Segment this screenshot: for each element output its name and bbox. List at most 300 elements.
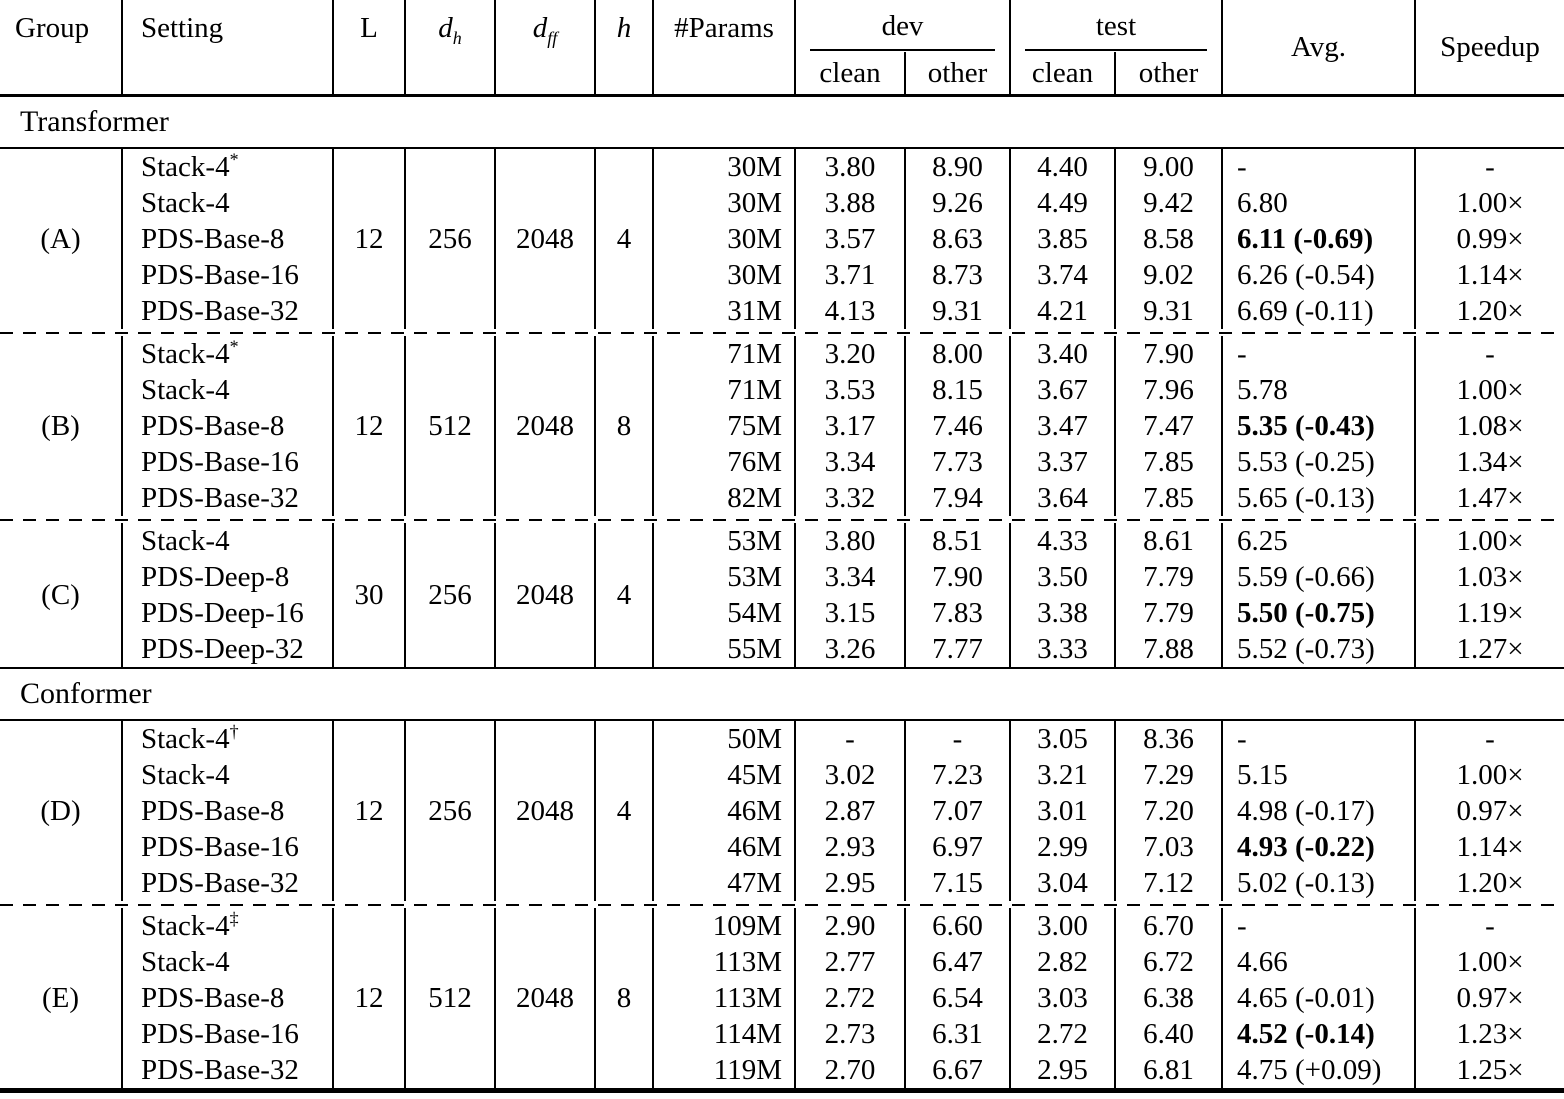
dev-other-cell: 6.67	[905, 1052, 1010, 1091]
test-other-cell: 9.00	[1115, 148, 1222, 185]
avg-cell: 4.93 (-0.22)	[1222, 829, 1415, 865]
setting-name: PDS-Base-8	[141, 794, 285, 827]
setting-name: PDS-Base-8	[141, 981, 285, 1014]
setting-cell	[122, 720, 333, 757]
dev-other-cell: 7.15	[905, 865, 1010, 901]
table-row	[0, 865, 1564, 901]
dev-other-cell: 7.94	[905, 480, 1010, 516]
dh-cell: 256	[405, 148, 495, 329]
group-label: (D)	[40, 794, 81, 827]
setting-cell	[122, 757, 333, 793]
avg-cell: 6.80	[1222, 185, 1415, 221]
dev-other-cell: 6.97	[905, 829, 1010, 865]
dev-clean-cell: 2.72	[795, 980, 905, 1016]
avg-cell: 4.98 (-0.17)	[1222, 793, 1415, 829]
avg-cell: -	[1222, 720, 1415, 757]
setting-cell	[122, 523, 333, 559]
table-row	[0, 908, 1564, 944]
test-other-cell: 7.85	[1115, 480, 1222, 516]
dev-other-cell: 6.47	[905, 944, 1010, 980]
setting-superscript: †	[229, 720, 239, 741]
section-title: Conformer	[0, 668, 1564, 720]
table-row	[0, 293, 1564, 329]
dev-clean-cell: 3.57	[795, 221, 905, 257]
group-separator	[0, 901, 1564, 908]
setting-name: PDS-Base-8	[141, 409, 285, 442]
speedup-cell: 1.20×	[1415, 865, 1564, 901]
test-other-cell: 7.85	[1115, 444, 1222, 480]
dashed-line-stroke	[0, 904, 1564, 906]
table-row	[0, 480, 1564, 516]
test-other-cell: 7.03	[1115, 829, 1222, 865]
dev-clean-cell: 3.80	[795, 523, 905, 559]
avg-cell: 5.35 (-0.43)	[1222, 408, 1415, 444]
params-cell: 114M	[653, 1016, 795, 1052]
layers-cell: 12	[333, 336, 405, 516]
avg-cell: -	[1222, 908, 1415, 944]
avg-cell: 5.52 (-0.73)	[1222, 631, 1415, 668]
dev-other-cell: 9.26	[905, 185, 1010, 221]
avg-cell: 5.53 (-0.25)	[1222, 444, 1415, 480]
test-clean-cell: 3.00	[1010, 908, 1115, 944]
dev-clean-cell: 2.95	[795, 865, 905, 901]
setting-name: PDS-Base-32	[141, 481, 299, 514]
setting-name: Stack-4	[141, 524, 230, 557]
params-cell: 71M	[653, 336, 795, 372]
dh-symbol: d	[438, 12, 453, 44]
table-body	[0, 95, 1564, 1090]
dff-cell: 2048	[495, 336, 595, 516]
params-cell: 30M	[653, 148, 795, 185]
speedup-cell: 1.20×	[1415, 293, 1564, 329]
dff-cell: 2048	[495, 720, 595, 901]
dev-other-cell: -	[905, 720, 1010, 757]
dev-clean-cell: 3.02	[795, 757, 905, 793]
table-row	[0, 631, 1564, 668]
table-row	[0, 829, 1564, 865]
test-clean-cell: 4.40	[1010, 148, 1115, 185]
setting-cell	[122, 444, 333, 480]
test-clean-cell: 2.72	[1010, 1016, 1115, 1052]
layers-cell: 30	[333, 523, 405, 668]
test-other-cell: 9.02	[1115, 257, 1222, 293]
test-clean-cell: 3.40	[1010, 336, 1115, 372]
test-other-cell: 7.79	[1115, 595, 1222, 631]
speedup-cell: 1.00×	[1415, 523, 1564, 559]
heads-cell: 8	[595, 336, 653, 516]
table-row	[0, 408, 1564, 444]
dev-other-cell: 7.77	[905, 631, 1010, 668]
setting-cell	[122, 829, 333, 865]
section-title: Transformer	[0, 95, 1564, 148]
dev-other-cell: 8.00	[905, 336, 1010, 372]
table-header	[0, 0, 1564, 95]
section-row	[0, 668, 1564, 720]
dev-clean-cell: 4.13	[795, 293, 905, 329]
setting-name: PDS-Base-32	[141, 1053, 299, 1086]
dev-other-cell: 7.46	[905, 408, 1010, 444]
test-other-cell: 9.31	[1115, 293, 1222, 329]
dashed-line	[0, 901, 1564, 908]
col-header-params: #Params	[653, 0, 795, 95]
col-header-dh	[405, 0, 495, 95]
params-cell: 109M	[653, 908, 795, 944]
table-row	[0, 559, 1564, 595]
dev-other-cell: 8.15	[905, 372, 1010, 408]
setting-cell	[122, 980, 333, 1016]
dff-cell: 2048	[495, 523, 595, 668]
test-clean-cell: 3.47	[1010, 408, 1115, 444]
speedup-cell: -	[1415, 148, 1564, 185]
table-row	[0, 336, 1564, 372]
setting-cell	[122, 595, 333, 631]
test-clean-cell: 2.99	[1010, 829, 1115, 865]
setting-cell	[122, 1016, 333, 1052]
test-clean-cell: 3.33	[1010, 631, 1115, 668]
test-other-cell: 9.42	[1115, 185, 1222, 221]
test-clean-cell: 3.03	[1010, 980, 1115, 1016]
setting-name: Stack-4	[141, 945, 230, 978]
test-other-cell: 7.79	[1115, 559, 1222, 595]
setting-cell	[122, 793, 333, 829]
speedup-cell: 1.47×	[1415, 480, 1564, 516]
setting-superscript: *	[229, 335, 239, 356]
col-header-heads: h	[595, 0, 653, 95]
group-label: (E)	[41, 981, 80, 1014]
test-other-cell: 7.29	[1115, 757, 1222, 793]
params-cell: 46M	[653, 829, 795, 865]
test-other-cell: 8.58	[1115, 221, 1222, 257]
avg-cell: 4.75 (+0.09)	[1222, 1052, 1415, 1091]
speedup-cell: 1.34×	[1415, 444, 1564, 480]
setting-name: PDS-Base-8	[141, 222, 285, 255]
setting-name: PDS-Base-16	[141, 258, 299, 291]
layers-cell: 12	[333, 908, 405, 1091]
dev-clean-cell: 3.17	[795, 408, 905, 444]
setting-cell	[122, 631, 333, 668]
params-cell: 53M	[653, 523, 795, 559]
dev-other-cell: 8.63	[905, 221, 1010, 257]
avg-cell: 6.69 (-0.11)	[1222, 293, 1415, 329]
dev-clean-cell: 3.32	[795, 480, 905, 516]
dh-cell: 256	[405, 523, 495, 668]
dev-other-cell: 8.90	[905, 148, 1010, 185]
table-row	[0, 257, 1564, 293]
test-other-cell: 7.88	[1115, 631, 1222, 668]
col-header-speedup: Speedup	[1415, 0, 1564, 95]
layers-cell: 12	[333, 720, 405, 901]
setting-superscript: *	[229, 148, 239, 169]
table-row	[0, 523, 1564, 559]
table-row	[0, 444, 1564, 480]
dev-clean-cell: 3.34	[795, 444, 905, 480]
dev-clean-cell: 3.34	[795, 559, 905, 595]
speedup-cell: 1.25×	[1415, 1052, 1564, 1091]
test-other-cell: 7.20	[1115, 793, 1222, 829]
test-other-cell: 7.90	[1115, 336, 1222, 372]
params-cell: 46M	[653, 793, 795, 829]
setting-cell	[122, 865, 333, 901]
test-other-cell: 7.12	[1115, 865, 1222, 901]
setting-cell	[122, 480, 333, 516]
col-header-test-other: other	[1115, 52, 1222, 95]
speedup-cell: -	[1415, 720, 1564, 757]
dev-clean-cell: 3.26	[795, 631, 905, 668]
params-cell: 113M	[653, 980, 795, 1016]
avg-cell: 6.26 (-0.54)	[1222, 257, 1415, 293]
table-row	[0, 944, 1564, 980]
avg-cell: 4.52 (-0.14)	[1222, 1016, 1415, 1052]
group-label: (C)	[41, 578, 80, 611]
speedup-cell: 1.00×	[1415, 944, 1564, 980]
params-cell: 113M	[653, 944, 795, 980]
layers-cell: 12	[333, 148, 405, 329]
test-other-cell: 6.38	[1115, 980, 1222, 1016]
table-row	[0, 757, 1564, 793]
group-separator	[0, 516, 1564, 523]
params-cell: 76M	[653, 444, 795, 480]
setting-name: PDS-Base-16	[141, 1017, 299, 1050]
setting-cell	[122, 944, 333, 980]
test-clean-cell: 3.38	[1010, 595, 1115, 631]
test-other-cell: 6.81	[1115, 1052, 1222, 1091]
speedup-cell: 1.27×	[1415, 631, 1564, 668]
dff-cell: 2048	[495, 908, 595, 1091]
dev-clean-cell: 2.77	[795, 944, 905, 980]
setting-cell	[122, 148, 333, 185]
dev-other-cell: 7.07	[905, 793, 1010, 829]
speedup-cell: 0.99×	[1415, 221, 1564, 257]
dashed-line-stroke	[0, 332, 1564, 334]
table-row	[0, 221, 1564, 257]
table-row	[0, 1016, 1564, 1052]
setting-cell	[122, 908, 333, 944]
dev-clean-cell: 3.20	[795, 336, 905, 372]
col-header-layers: L	[333, 0, 405, 95]
dev-other-cell: 9.31	[905, 293, 1010, 329]
params-cell: 31M	[653, 293, 795, 329]
dev-clean-cell: 2.87	[795, 793, 905, 829]
dev-clean-cell: 2.70	[795, 1052, 905, 1091]
test-clean-cell: 3.67	[1010, 372, 1115, 408]
avg-cell: -	[1222, 336, 1415, 372]
col-header-dev-clean: clean	[795, 52, 905, 95]
speedup-cell: 1.00×	[1415, 185, 1564, 221]
params-cell: 50M	[653, 720, 795, 757]
dashed-line	[0, 329, 1564, 336]
test-clean-cell: 2.95	[1010, 1052, 1115, 1091]
setting-cell	[122, 372, 333, 408]
avg-cell: 5.50 (-0.75)	[1222, 595, 1415, 631]
speedup-cell: 1.08×	[1415, 408, 1564, 444]
table-row	[0, 148, 1564, 185]
setting-name: PDS-Base-32	[141, 866, 299, 899]
dev-clean-cell: 3.71	[795, 257, 905, 293]
avg-cell: 6.25	[1222, 523, 1415, 559]
dh-cell: 256	[405, 720, 495, 901]
speedup-cell: 1.03×	[1415, 559, 1564, 595]
test-clean-cell: 3.64	[1010, 480, 1115, 516]
setting-cell	[122, 1052, 333, 1091]
test-other-cell: 7.47	[1115, 408, 1222, 444]
speedup-cell: 1.23×	[1415, 1016, 1564, 1052]
table-row	[0, 980, 1564, 1016]
dh-cell: 512	[405, 908, 495, 1091]
setting-name: Stack-4	[141, 909, 230, 942]
setting-cell	[122, 221, 333, 257]
test-clean-cell: 3.85	[1010, 221, 1115, 257]
setting-name: Stack-4	[141, 186, 230, 219]
heads-cell: 8	[595, 908, 653, 1091]
params-cell: 71M	[653, 372, 795, 408]
dev-clean-cell: -	[795, 720, 905, 757]
dev-clean-cell: 2.73	[795, 1016, 905, 1052]
col-header-dev-other: other	[905, 52, 1010, 95]
setting-name: Stack-4	[141, 373, 230, 406]
params-cell: 53M	[653, 559, 795, 595]
dev-clean-cell: 3.15	[795, 595, 905, 631]
test-clean-cell: 3.01	[1010, 793, 1115, 829]
setting-cell	[122, 559, 333, 595]
test-other-cell: 8.36	[1115, 720, 1222, 757]
setting-cell	[122, 408, 333, 444]
dff-subscript: ff	[547, 27, 558, 48]
avg-cell: 5.02 (-0.13)	[1222, 865, 1415, 901]
table-row	[0, 793, 1564, 829]
dh-subscript: h	[452, 27, 462, 48]
table-row	[0, 720, 1564, 757]
section-row	[0, 95, 1564, 148]
speedup-cell: -	[1415, 908, 1564, 944]
test-other-cell: 6.72	[1115, 944, 1222, 980]
test-other-cell: 6.40	[1115, 1016, 1222, 1052]
dev-other-cell: 6.31	[905, 1016, 1010, 1052]
dev-clean-cell: 3.53	[795, 372, 905, 408]
params-cell: 47M	[653, 865, 795, 901]
setting-name: Stack-4	[141, 337, 230, 370]
params-cell: 54M	[653, 595, 795, 631]
test-other-cell: 8.61	[1115, 523, 1222, 559]
avg-cell: 4.66	[1222, 944, 1415, 980]
test-clean-cell: 2.82	[1010, 944, 1115, 980]
speedup-cell: 1.19×	[1415, 595, 1564, 631]
table-row	[0, 595, 1564, 631]
test-clean-cell: 4.33	[1010, 523, 1115, 559]
table-row	[0, 185, 1564, 221]
test-clean-cell: 4.49	[1010, 185, 1115, 221]
params-cell: 82M	[653, 480, 795, 516]
dev-other-cell: 7.23	[905, 757, 1010, 793]
heads-cell: 4	[595, 720, 653, 901]
dev-other-cell: 7.83	[905, 595, 1010, 631]
col-header-dff	[495, 0, 595, 95]
setting-name: PDS-Base-16	[141, 830, 299, 863]
speedup-cell: 1.14×	[1415, 257, 1564, 293]
test-clean-cell: 3.04	[1010, 865, 1115, 901]
heads-cell: 4	[595, 523, 653, 668]
col-header-avg: Avg.	[1222, 0, 1415, 95]
dev-other-cell: 6.60	[905, 908, 1010, 944]
dev-other-cell: 8.51	[905, 523, 1010, 559]
col-header-setting: Setting	[122, 0, 333, 95]
col-header-group: Group	[15, 12, 90, 44]
dff-symbol: d	[532, 12, 548, 44]
setting-name: Stack-4	[141, 758, 230, 791]
speedup-cell: 1.00×	[1415, 372, 1564, 408]
avg-cell: 5.65 (-0.13)	[1222, 480, 1415, 516]
speedup-cell: 1.14×	[1415, 829, 1564, 865]
group-separator	[0, 329, 1564, 336]
speedup-cell: 0.97×	[1415, 793, 1564, 829]
dff-cell: 2048	[495, 148, 595, 329]
col-header-dev: dev	[795, 0, 1010, 52]
test-other-cell: 7.96	[1115, 372, 1222, 408]
table-row	[0, 372, 1564, 408]
table-row	[0, 1052, 1564, 1091]
avg-cell: 4.65 (-0.01)	[1222, 980, 1415, 1016]
speedup-cell: 1.00×	[1415, 757, 1564, 793]
test-clean-cell: 3.50	[1010, 559, 1115, 595]
avg-cell: 5.59 (-0.66)	[1222, 559, 1415, 595]
params-cell: 45M	[653, 757, 795, 793]
heads-cell: 4	[595, 148, 653, 329]
setting-name: PDS-Deep-8	[141, 560, 290, 593]
avg-cell: 5.15	[1222, 757, 1415, 793]
setting-cell	[122, 336, 333, 372]
group-label: (A)	[40, 222, 81, 255]
group-label: (B)	[41, 409, 80, 442]
dev-other-cell: 7.73	[905, 444, 1010, 480]
params-cell: 55M	[653, 631, 795, 668]
setting-name: PDS-Base-16	[141, 445, 299, 478]
avg-cell: 6.11 (-0.69)	[1222, 221, 1415, 257]
test-clean-cell: 4.21	[1010, 293, 1115, 329]
setting-name: PDS-Deep-16	[141, 596, 304, 629]
col-header-test-clean: clean	[1010, 52, 1115, 95]
setting-name: Stack-4	[141, 150, 230, 183]
test-clean-cell: 3.37	[1010, 444, 1115, 480]
dev-clean-cell: 2.90	[795, 908, 905, 944]
test-clean-cell: 3.21	[1010, 757, 1115, 793]
setting-cell	[122, 185, 333, 221]
params-cell: 30M	[653, 221, 795, 257]
test-clean-cell: 3.74	[1010, 257, 1115, 293]
dev-clean-cell: 3.80	[795, 148, 905, 185]
setting-name: PDS-Deep-32	[141, 632, 304, 665]
params-cell: 119M	[653, 1052, 795, 1091]
dev-other-cell: 7.90	[905, 559, 1010, 595]
setting-name: PDS-Base-32	[141, 294, 299, 327]
dashed-line-stroke	[0, 519, 1564, 521]
avg-cell: -	[1222, 148, 1415, 185]
setting-superscript: ‡	[229, 907, 239, 928]
avg-cell: 5.78	[1222, 372, 1415, 408]
dev-other-cell: 8.73	[905, 257, 1010, 293]
speedup-cell: -	[1415, 336, 1564, 372]
test-clean-cell: 3.05	[1010, 720, 1115, 757]
setting-cell	[122, 257, 333, 293]
dev-clean-cell: 3.88	[795, 185, 905, 221]
params-cell: 30M	[653, 257, 795, 293]
params-cell: 75M	[653, 408, 795, 444]
col-header-test: test	[1010, 0, 1222, 52]
dashed-line	[0, 516, 1564, 523]
test-other-cell: 6.70	[1115, 908, 1222, 944]
dev-other-cell: 6.54	[905, 980, 1010, 1016]
setting-name: Stack-4	[141, 722, 230, 755]
params-cell: 30M	[653, 185, 795, 221]
dev-clean-cell: 2.93	[795, 829, 905, 865]
